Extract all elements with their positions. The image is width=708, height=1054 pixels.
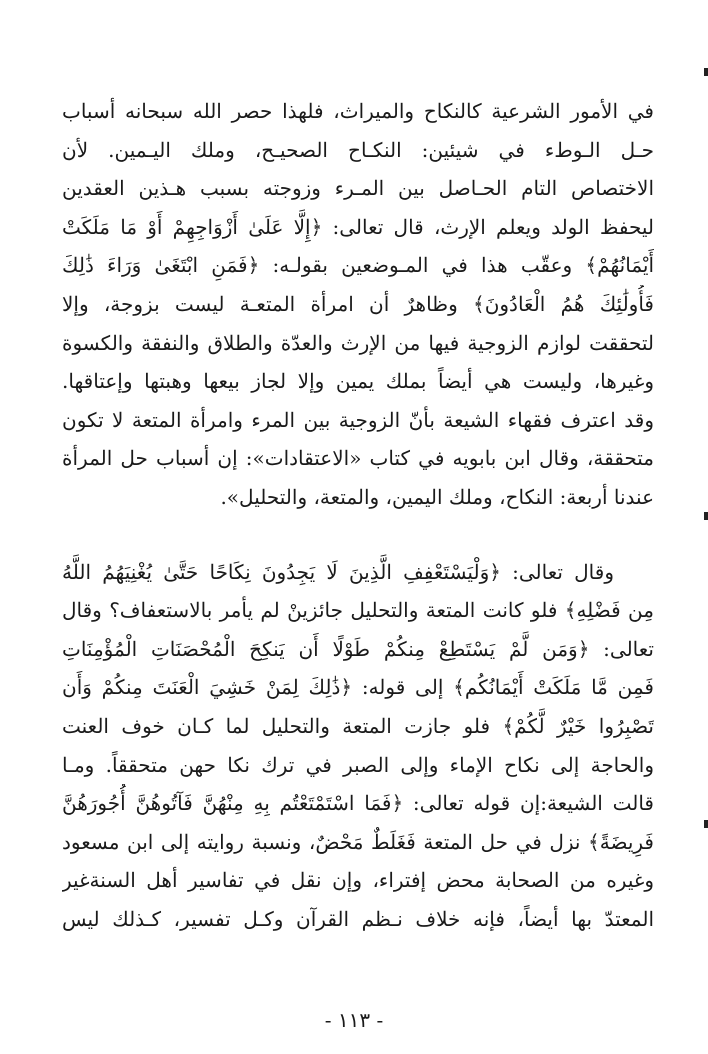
text-line: وغيرها، وليست هي أيضاً بملك يمين وإلا لجاز بيعها وهبتها وإعتاقها.: [62, 369, 654, 394]
text-line: قالت الشيعة:إن قوله تعالى: ﴿فَمَا اسْتَمْتَعْتُم بِهِ مِنْهُنَّ فَآتُوهُنَّ أُجُورَهُنَّ: [62, 791, 654, 816]
text-line: الاختصاص التام الحـاصل بين المـرء وزوجته بسبب هـذين العقدين: [62, 176, 654, 201]
text-line: فَمِن مَّا مَلَكَتْ أَيْمَانُكُم﴾ إلى قوله: ﴿ذَٰلِكَ لِمَنْ خَشِيَ الْعَنَتَ مِنكُمْ وَأَن: [62, 675, 654, 700]
scan-edge-mark: [704, 820, 708, 828]
text-line: وقد اعترف فقهاء الشيعة بأنّ الزوجية بين المرء وامرأة المتعة لا تكون: [62, 407, 654, 432]
text-line: متحققة، وقال ابن بابويه في كتاب «الاعتقادات»: إن أسباب حل المرأة: [62, 446, 654, 471]
text-line: حـل الـوطء في شيئين: النكـاح الصحيـح، وملك اليـمين. لأن: [62, 137, 654, 162]
paragraph-2: [62, 553, 654, 939]
text-line: عندنا أربعة: النكاح، وملك اليمين، والمتعة، والتحليل».: [220, 484, 654, 509]
text-line: في الأمور الشرعية كالنكاح والميراث، فلهذا حصر الله سبحانه أسباب: [62, 99, 654, 123]
text-line: مِن فَضْلِهِ﴾ فلو كانت المتعة والتحليل جائزينْ لم يأمر بالاستعفاف؟ وقال: [62, 598, 654, 623]
scan-edge-mark: [704, 512, 708, 520]
paragraph-1: [62, 92, 654, 517]
text-line: تعالى: ﴿وَمَن لَّمْ يَسْتَطِعْ مِنكُمْ طَوْلًا أَن يَنكِحَ الْمُحْصَنَاتِ الْمُؤْمِنَاتِ: [62, 636, 654, 661]
text-line: فَأُولَٰئِكَ هُمُ الْعَادُونَ﴾ وظاهرٌ أن امرأة المتعـة ليست بزوجة، وإلا: [62, 291, 654, 316]
text-line: وغيره من الصحابة محض إفتراء، وإن نقل في تفاسير أهل السنةغير: [62, 868, 654, 893]
scan-edge-mark: [704, 68, 708, 76]
text-line: والحاجة إلى نكاح الإماء وإلى الصبر في ترك نكا حهن متحققاً. ومـا: [62, 752, 654, 777]
text-line: لتحققت لوازم الزوجية فيها من الإرث والعدّة والطلاق والنفقة والكسوة: [62, 330, 654, 355]
page-body: [62, 92, 654, 938]
text-line: فَرِيضَةً﴾ نزل في حل المتعة فَغَلَطٌ مَحْضٌ، ونسبة روايته إلى ابن مسعود: [62, 829, 654, 854]
text-line: وقال تعالى: ﴿وَلْيَسْتَعْفِفِ الَّذِينَ لَا يَجِدُونَ نِكَاحًا حَتَّىٰ يُغْنِيَهُمُ اللَّهُ: [62, 559, 614, 584]
paragraph-gap: [62, 517, 654, 553]
page-number: - ١١٣ -: [324, 1008, 384, 1032]
text-line: أَيْمَانُهُمْ﴾ وعقّب هذا في المـوضعين بقولـه: ﴿فَمَنِ ابْتَغَىٰ وَرَاءَ ذَٰلِكَ: [62, 253, 654, 278]
text-line: تَصْبِرُوا خَيْرٌ لَّكُمْ﴾ فلو جازت المتعة والتحليل لما كـان خوف العنت: [62, 713, 654, 738]
text-line: ليحفظ الولد ويعلم الإرث، قال تعالى: ﴿إِلَّا عَلَىٰ أَزْوَاجِهِمْ أَوْ مَا مَلَكَتْ: [62, 214, 654, 239]
text-line: المعتدّ بها أيضاً، فإنه خلاف نـظم القرآن وكـل تفسير، كـذلك ليس: [62, 906, 654, 931]
